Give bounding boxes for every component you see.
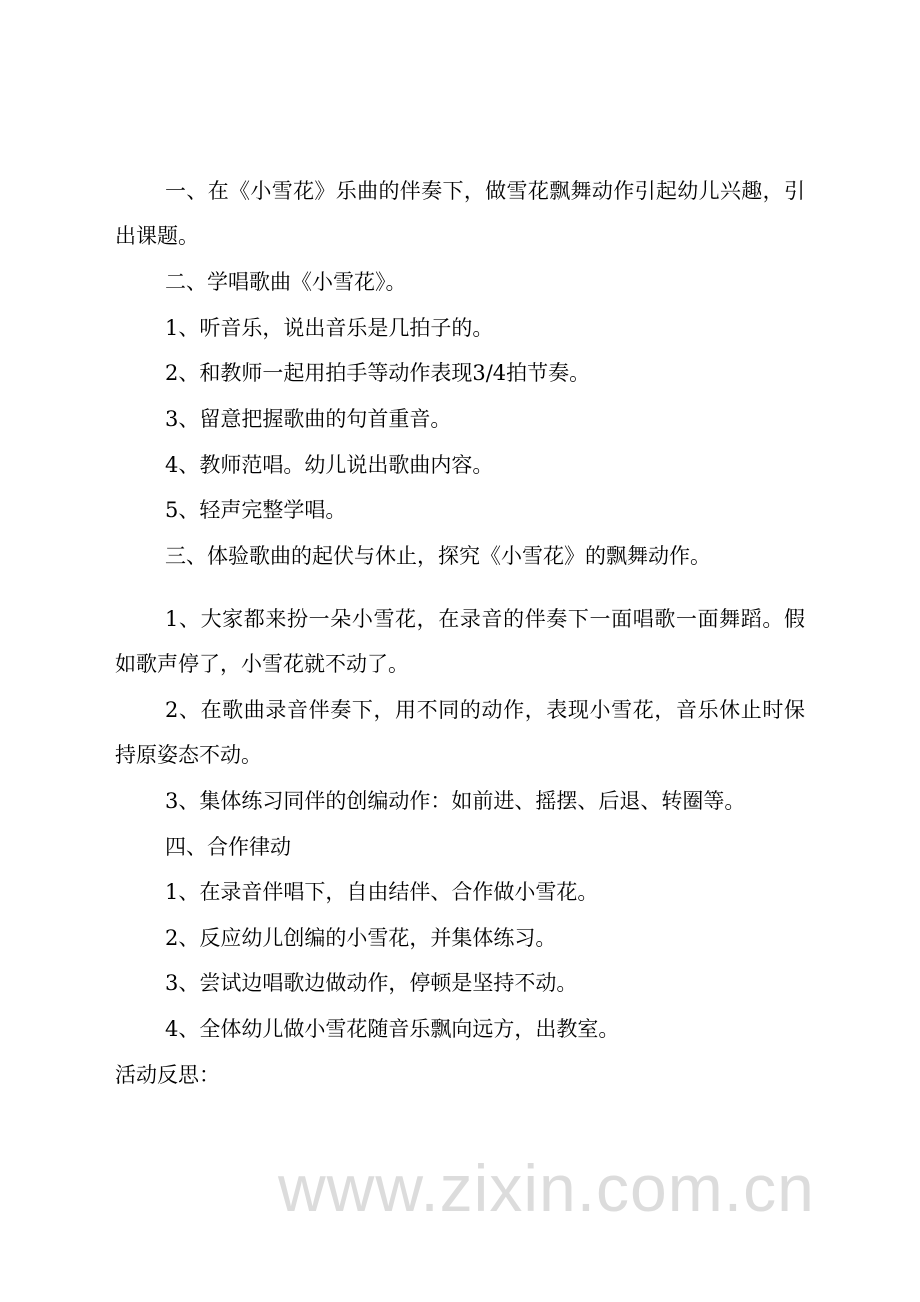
- list-item: 5、轻声完整学唱。: [165, 498, 347, 522]
- list-item-continuation: 如歌声停了，小雪花就不动了。: [115, 652, 409, 676]
- list-item: 4、全体幼儿做小雪花随音乐飘向远方，出教室。: [165, 1017, 620, 1041]
- paragraph-line: 一、在《小雪花》乐曲的伴奏下，做雪花飘舞动作引起幼儿兴趣，引: [165, 179, 805, 203]
- list-item: 1、大家都来扮一朵小雪花，在录音的伴奏下一面唱歌一面舞蹈。假: [165, 607, 805, 631]
- list-item: 4、教师范唱。幼儿说出歌曲内容。: [165, 453, 494, 477]
- list-item: 3、集体练习同伴的创编动作：如前进、摇摆、后退、转圈等。: [165, 789, 746, 813]
- section-heading: 三、体验歌曲的起伏与休止，探究《小雪花》的飘舞动作。: [165, 544, 711, 568]
- section-heading: 活动反思：: [115, 1063, 220, 1087]
- list-item-continuation: 持原姿态不动。: [115, 743, 262, 767]
- paragraph-line: 出课题。: [115, 224, 199, 248]
- list-item: 1、听音乐，说出音乐是几拍子的。: [165, 316, 494, 340]
- section-heading: 二、学唱歌曲《小雪花》。: [165, 270, 407, 294]
- list-item: 2、和教师一起用拍手等动作表现3/4拍节奏。: [165, 361, 591, 385]
- list-item: 2、在歌曲录音伴奏下，用不同的动作，表现小雪花，音乐休止时保: [165, 698, 805, 722]
- list-item: 2、反应幼儿创编的小雪花，并集体练习。: [165, 926, 557, 950]
- list-item: 3、留意把握歌曲的句首重音。: [165, 407, 452, 431]
- watermark: www.zixin.com.cn: [278, 1151, 815, 1225]
- section-heading: 四、合作律动: [165, 835, 291, 859]
- list-item: 1、在录音伴唱下，自由结伴、合作做小雪花。: [165, 880, 599, 904]
- list-item: 3、尝试边唱歌边做动作，停顿是坚持不动。: [165, 971, 578, 995]
